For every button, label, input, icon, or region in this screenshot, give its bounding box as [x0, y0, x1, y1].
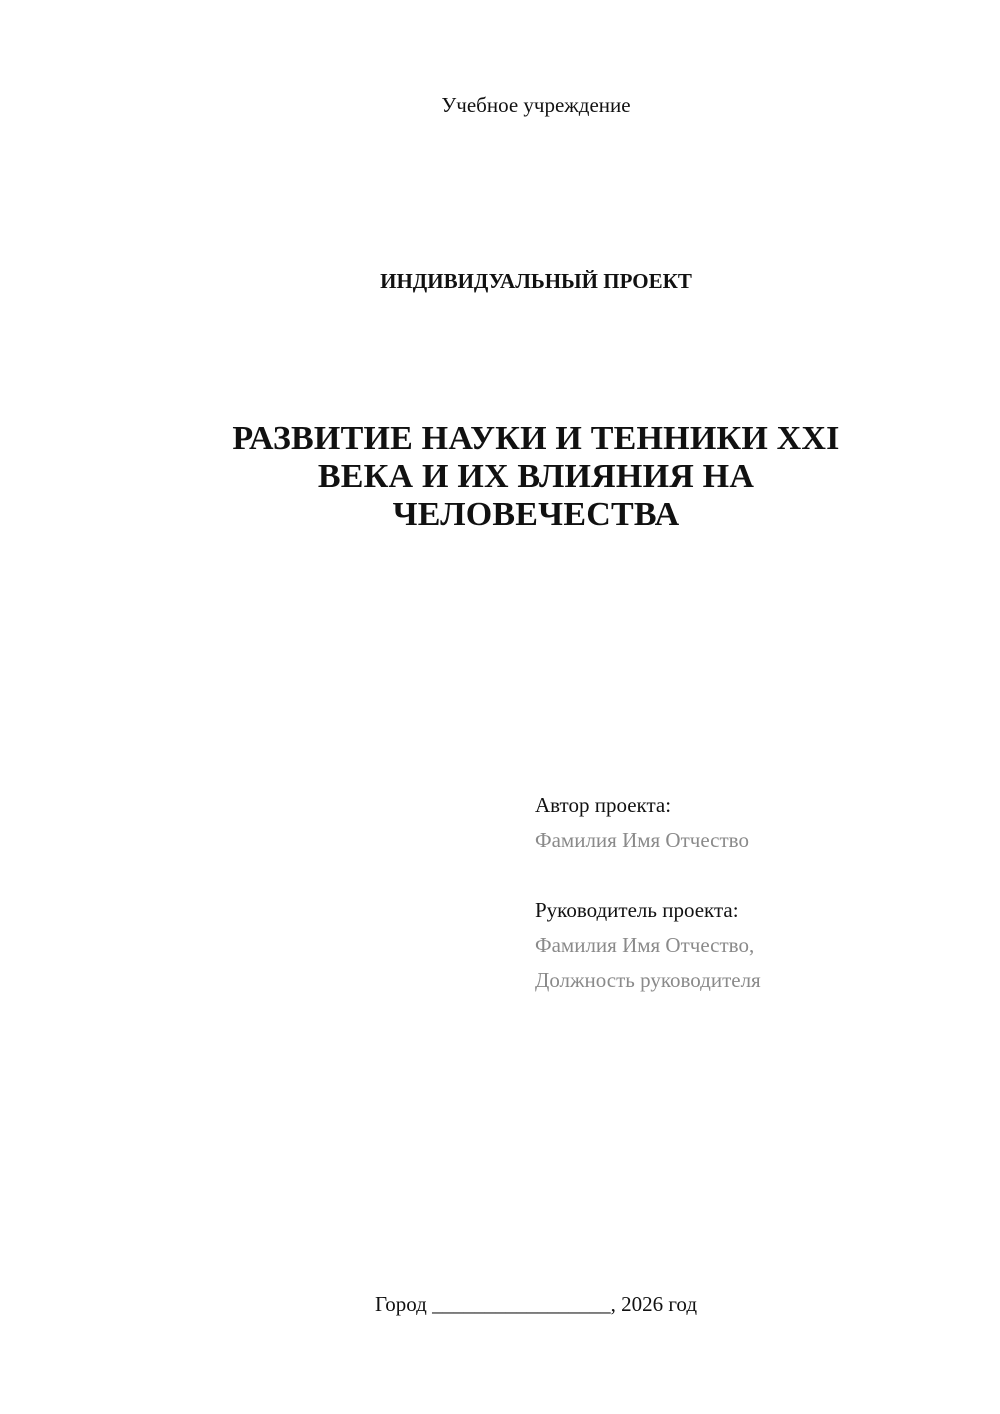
project-title — [0, 420, 1000, 534]
city-label: Город — [374, 1292, 427, 1316]
supervisor-label: Руководитель проекта: — [535, 898, 739, 922]
city-year-line — [0, 1291, 1000, 1317]
supervisor-info — [535, 928, 965, 998]
project-title-line: ЧЕЛОВЕЧЕСТВА — [392, 496, 680, 533]
author-block — [535, 788, 965, 858]
project-type: ИНДИВИДУАЛЬНЫЙ ПРОЕКТ — [380, 269, 692, 293]
supervisor-position: Должность руководителя — [535, 968, 761, 992]
author-label: Автор проекта: — [535, 793, 672, 817]
project-title-line: ВЕКА И ИХ ВЛИЯНИЯ НА — [317, 458, 755, 495]
city-blank: _________________ — [432, 1292, 611, 1316]
supervisor-block — [535, 893, 965, 998]
year-text: , 2026 год — [610, 1292, 698, 1316]
supervisor-name: Фамилия Имя Отчество, — [535, 933, 755, 957]
author-name: Фамилия Имя Отчество — [535, 828, 749, 852]
project-title-line: РАЗВИТИЕ НАУКИ И ТЕННИКИ XXI — [232, 420, 840, 457]
institution-name: Учебное учреждение — [441, 93, 631, 117]
